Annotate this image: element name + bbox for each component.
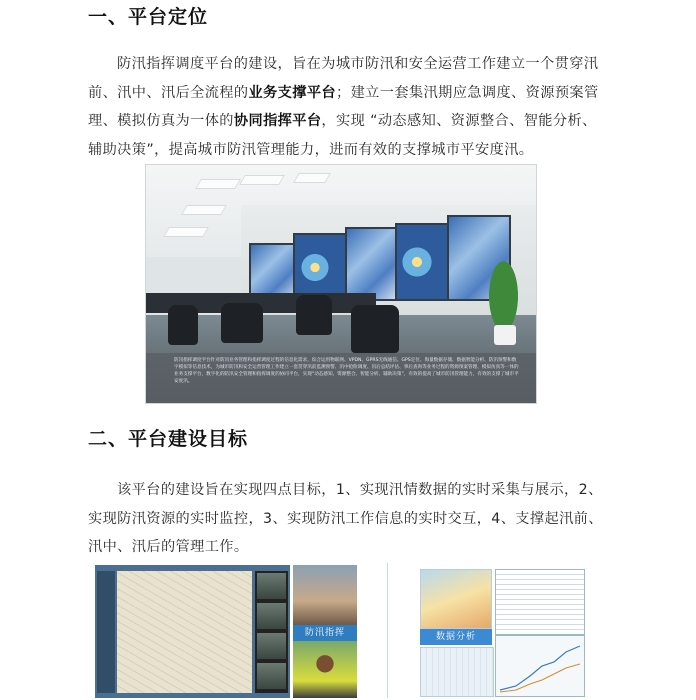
analysis-graph-thumbnail: [495, 635, 585, 697]
business-support-platform-bold: 业务支撑平台: [248, 84, 336, 101]
data-analysis-tag: 数据分析: [420, 629, 492, 645]
section-heading-positioning: 一、平台定位: [88, 6, 209, 28]
gis-map-screenshot: [95, 565, 290, 698]
field-photos: [293, 565, 357, 698]
photo-caption: 防汛指挥调度平台针对防汛业务管理和指挥调度过程的信息化需求，综合运用物联网、VPDN、GPRS无线通信、GPS定位、海量数据存储、数据智能分析、防汛预警和数字模拟等信息技术，为城市防汛和安全运营管理工作建立一套贯穿汛前监测预警、汛中抢险调度、汛后总结评估、事后查询等业务过程的资源预案管理、模拟仿真等一体的业务支撑平台，数字化的防汛安全管理和指挥调度的协同平台，实现“动态感知、资源整合、智能分析、辅助决策”，有效的提高了城市防汛管理能力，有效的支撑了城市平安度汛。: [146, 353, 536, 403]
analysis-map-thumbnail: [420, 569, 492, 629]
line-graph: [496, 636, 584, 696]
section-heading-goals: 二、平台建设目标: [88, 428, 249, 450]
platform-screenshots-collage: [95, 563, 585, 698]
positioning-paragraph: 防汛指挥调度平台的建设，旨在为城市防汛和安全运营工作建立一个贯穿汛前、汛中、汛后全流程的业务支撑平台；建立一套集汛期应急调度、资源预案管理、模拟仿真为一体的协同指挥平台，实现 “动态感知、资源整合、智能分析、辅助决策”，提高城市防汛管理能力，进而有效的支撑城市平安度汛。: [88, 56, 599, 158]
analysis-chart-thumbnail: [420, 647, 494, 697]
analysis-table-thumbnail: [495, 569, 585, 635]
command-center-photo: [145, 164, 537, 404]
flood-command-tag: 防汛指挥: [293, 625, 357, 641]
collaborative-command-platform-bold: 协同指挥平台: [233, 113, 322, 129]
goals-paragraph: 该平台的建设旨在实现四点目标，1、实现汛情数据的实时采集与展示，2、实现防汛资源的实时监控，3、实现防汛工作信息的实时交互，4、支撑起汛前、汛中、汛后的管理工作。: [88, 482, 603, 555]
